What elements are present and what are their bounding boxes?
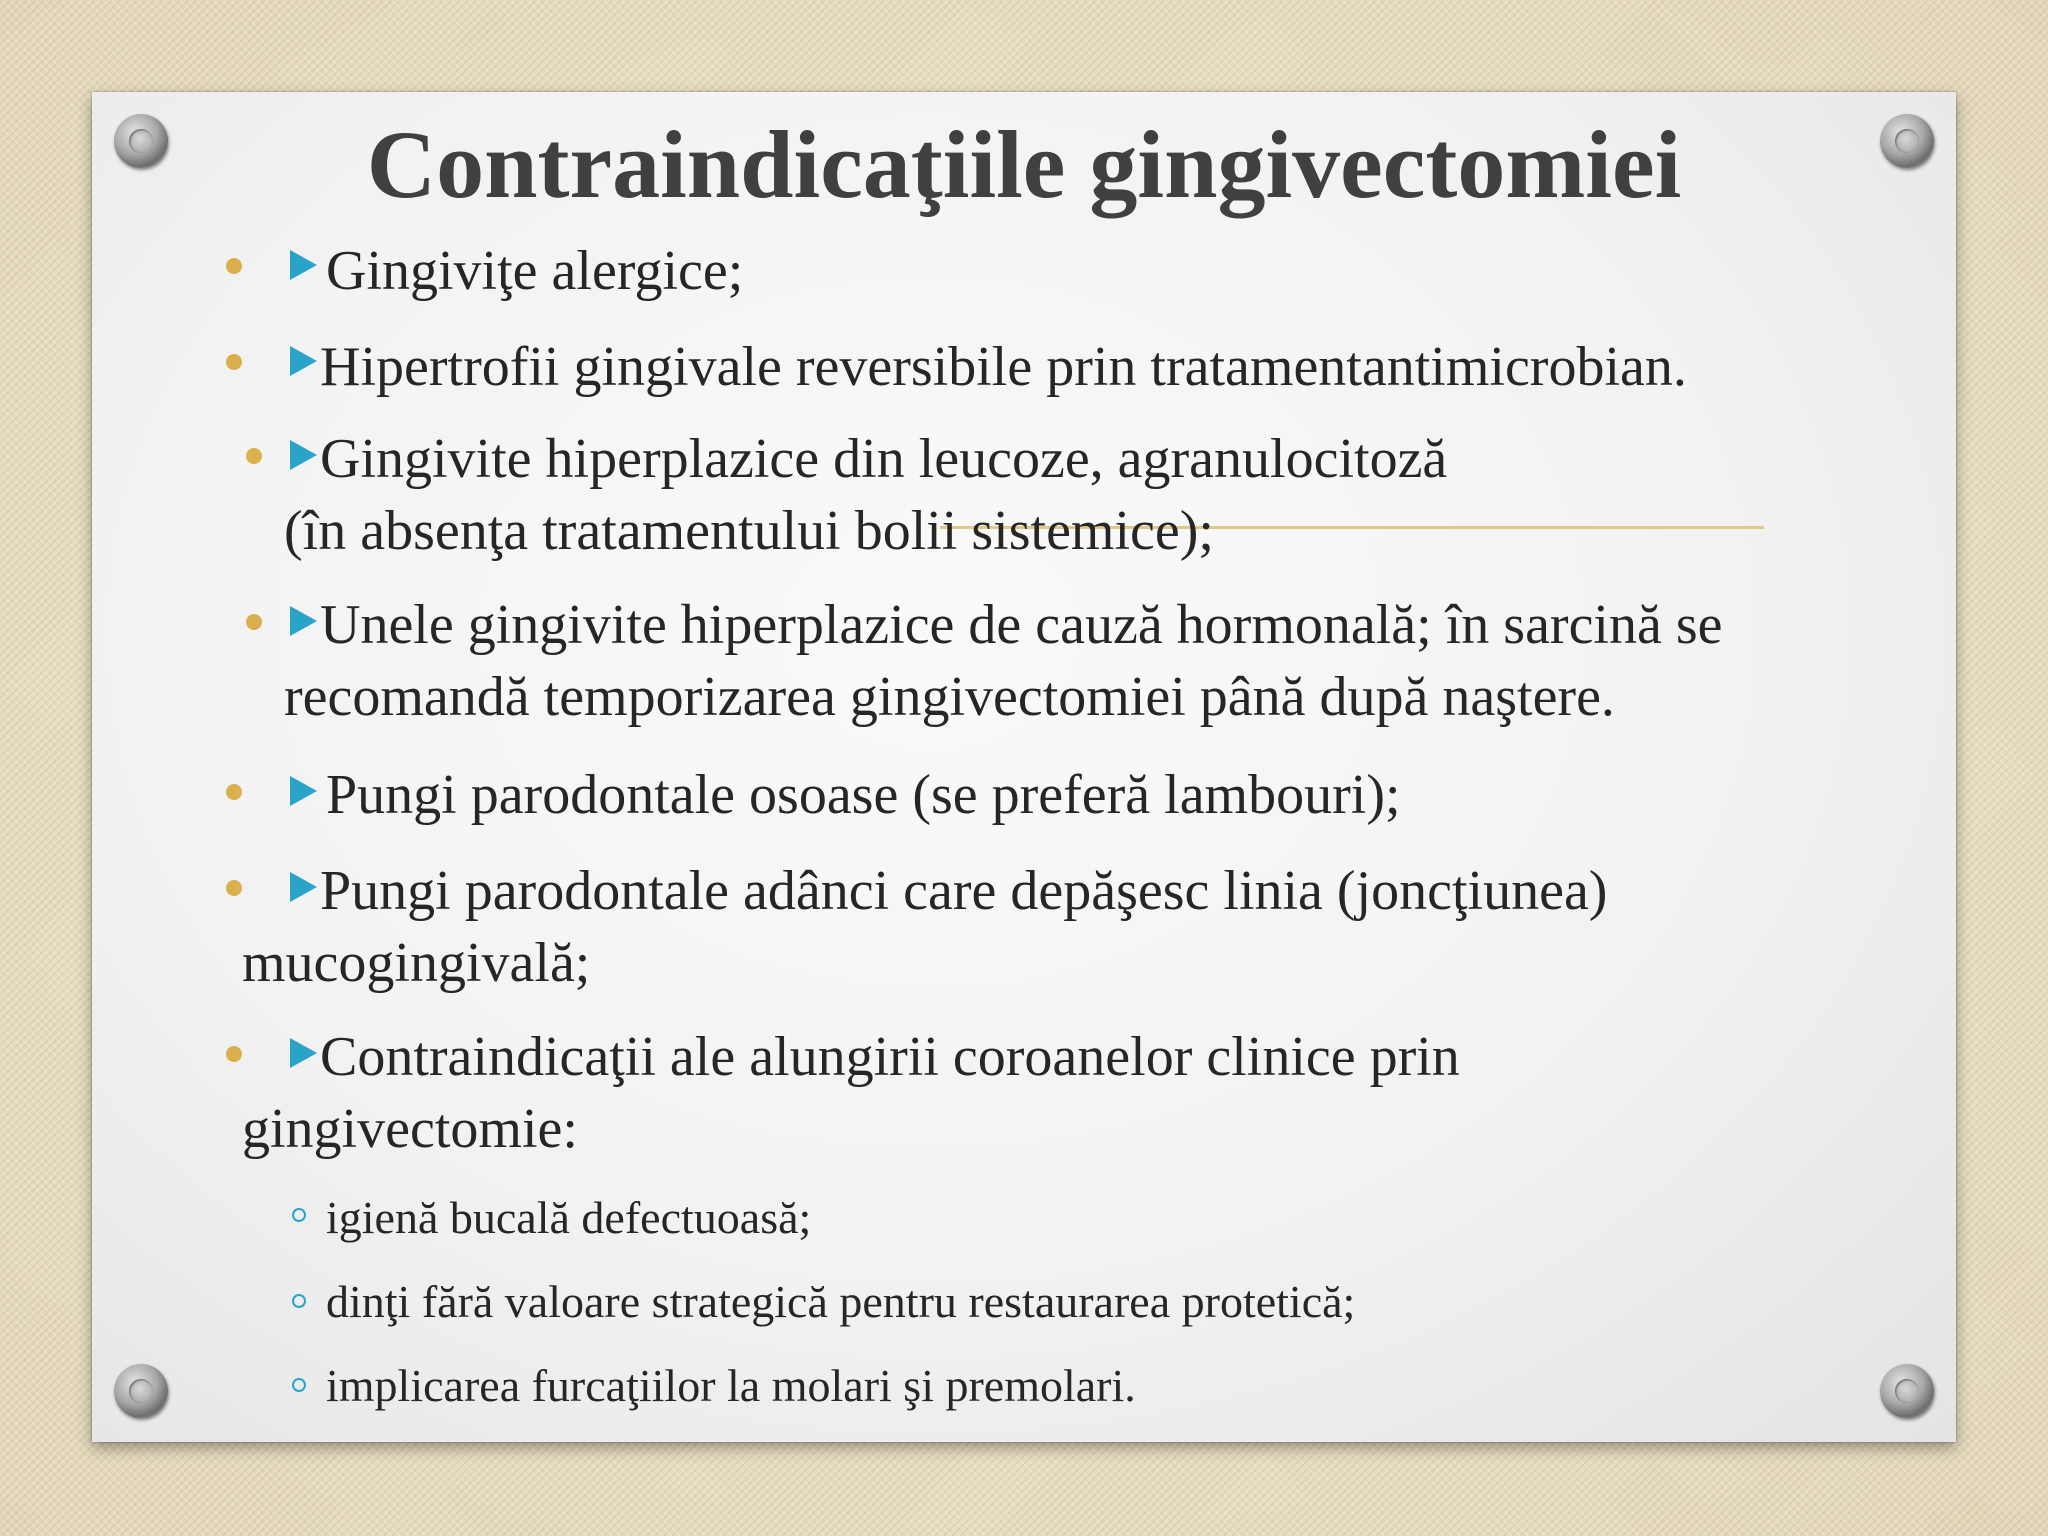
- bullet-triangle-icon: [290, 606, 317, 636]
- bullet-dot-icon: [226, 1046, 242, 1062]
- bullet-item-7-line-2: gingivectomie:: [242, 1098, 578, 1160]
- bullet-dot-icon: [226, 258, 242, 274]
- sub-bullet-item-1: igienă bucală defectuoasă;: [326, 1192, 812, 1243]
- slide-title: Contraindicaţiile gingivectomiei: [366, 111, 1682, 218]
- bullet-dot-icon: [226, 784, 242, 800]
- bullet-triangle-icon: [290, 440, 317, 470]
- bullet-item-6-line-1: Pungi parodontale adânci care depăşesc linia (joncţiunea): [320, 860, 1608, 922]
- bullet-dot-icon: [246, 614, 262, 630]
- bullet-item-3-line-1: Gingivite hiperplazice din leucoze, agranulocitoză: [320, 428, 1448, 490]
- bullet-triangle-icon: [290, 776, 317, 806]
- bullet-item-1: Gingiviţe alergice;: [326, 240, 744, 302]
- bullet-triangle-icon: [290, 346, 317, 376]
- bullet-item-2: Hipertrofii gingivale reversibile prin tratamentantimicrobian.: [320, 336, 1687, 398]
- sub-bullet-item-2: dinţi fără valoare strategică pentru restaurarea protetică;: [326, 1276, 1356, 1327]
- bullet-dot-icon: [226, 354, 242, 370]
- bullet-item-6-line-2: mucogingivală;: [242, 932, 591, 994]
- sub-bullet-ring-icon: [292, 1378, 306, 1392]
- bullet-dot-icon: [246, 448, 262, 464]
- sub-bullet-item-3: implicarea furcaţiilor la molari şi premolari.: [326, 1360, 1136, 1411]
- bullet-item-7-line-1: Contraindicaţii ale alungirii coroanelor clinice prin: [320, 1026, 1460, 1088]
- grommet-bottom-right-icon: [1880, 1364, 1934, 1418]
- bullet-triangle-icon: [290, 1038, 317, 1068]
- sub-bullet-ring-icon: [292, 1294, 306, 1308]
- bullet-item-5: Pungi parodontale osoase (se preferă lambouri);: [326, 764, 1401, 826]
- bullet-dot-icon: [226, 880, 242, 896]
- grommet-bottom-left-icon: [114, 1364, 168, 1418]
- bullet-item-4-line-1: Unele gingivite hiperplazice de cauză hormonală; în sarcină se: [320, 594, 1723, 656]
- bullet-triangle-icon: [290, 250, 317, 280]
- bullet-triangle-icon: [290, 872, 317, 902]
- bullet-item-4-line-2: recomandă temporizarea gingivectomiei până după naştere.: [284, 666, 1615, 728]
- bullet-item-3-line-2: (în absenţa tratamentului bolii sistemice);: [284, 500, 1214, 562]
- sub-bullet-ring-icon: [292, 1208, 306, 1222]
